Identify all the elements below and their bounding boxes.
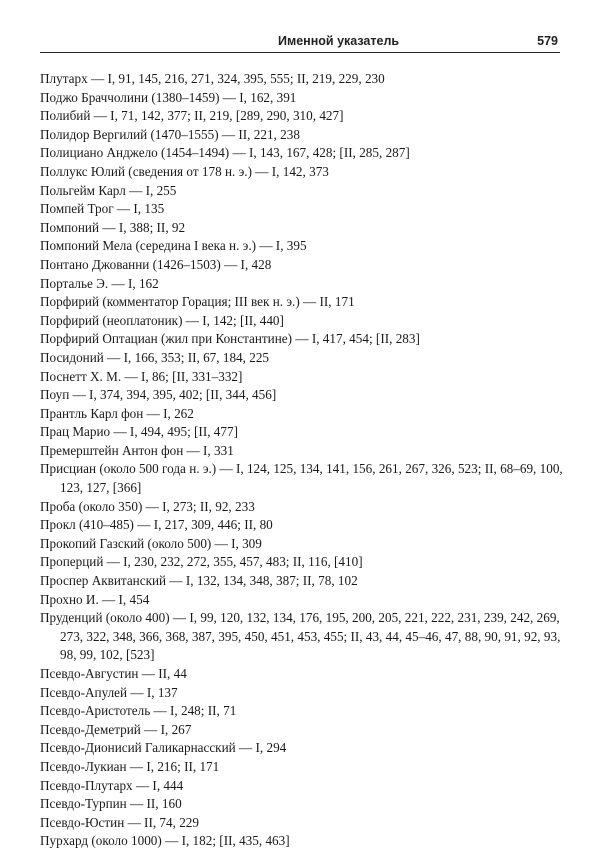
index-entry: Посидоний — I, 166, 353; II, 67, 184, 225 (40, 349, 270, 365)
index-entry: Полициано Анджело (1454–1494) — I, 143, 167, 428; [II, 285, 287] (40, 145, 410, 161)
index-entry: Порфирий (комментатор Горация; III век н. э.) — II, 171 (40, 294, 355, 310)
index-entry: Прокл (410–485) — I, 217, 309, 446; II, 80 (40, 517, 273, 533)
index-entry: Проперций — I, 230, 232, 272, 355, 457, 483; II, 116, [410] (40, 554, 363, 570)
index-entry: Поуп — I, 374, 394, 395, 402; [II, 344, 456] (40, 387, 277, 403)
index-entry: Псевдо-Деметрий — I, 267 (40, 721, 192, 737)
index-entry: Поджо Браччолини (1380–1459) — I, 162, 391 (40, 89, 297, 105)
index-entry: Пурхард (около 1000) — I, 182; [II, 435, 463] (40, 833, 290, 849)
index-entry: Проба (около 350) — I, 273; II, 92, 233 (40, 498, 255, 514)
index-entry: Премерштейн Антон фон — I, 331 (40, 442, 234, 458)
index-entry: Порталье Э. — I, 162 (40, 275, 159, 291)
running-title: Именной указатель (278, 34, 400, 48)
index-entry: Полидор Вергилий (1470–1555) — II, 221, 238 (40, 126, 300, 142)
index-entry: Пруденций (около 400) — I, 99, 120, 132, 134, 176, 195, 200, 205, 221, 222, 231, 239, 242, 269, 273, 322, 348, 366, 368, 387, 395, 450, 451, 453, 455; II, 43, 44, 45–46, 47, 88, 90, 91, 92, 93, 98, 99, 102, [523] (40, 610, 561, 663)
index-entry: Псевдо-Августин — II, 44 (40, 666, 187, 681)
index-entry: Псевдо-Аристотель — I, 248; II, 71 (40, 703, 237, 719)
index-entry: Польгейм Карл — I, 255 (40, 182, 177, 198)
index-entry: Полибий — I, 71, 142, 377; II, 219, [289, 290, 310, 427] (40, 108, 344, 124)
index-entry: Поллукс Юлий (сведения от 178 н. э.) — I, 142, 373 (40, 163, 329, 179)
index-entry: Порфирий Оптациан (жил при Константине) — I, 417, 454; [II, 283] (40, 331, 420, 347)
index-entry: Помпей Трог — I, 135 (40, 201, 165, 217)
index-entry: Псевдо-Дионисий Галикарнасский — I, 294 (40, 740, 287, 756)
index-entry: Псевдо-Лукиан — I, 216; II, 171 (40, 758, 220, 774)
index-entry: Псевдо-Юстин — II, 74, 229 (40, 814, 199, 830)
index-entry: Прокопий Газский (около 500) — I, 309 (40, 535, 262, 551)
index-entry: Проспер Аквитанский — I, 132, 134, 348, 387; II, 78, 102 (40, 573, 358, 589)
index-entry: Помпоний Мела (середина I века н. э.) — I, 395 (40, 238, 307, 254)
index-entry: Порфирий (неоплатоник) — I, 142; [II, 440] (40, 312, 284, 328)
index-entry: Присциан (около 500 года н. э.) — I, 124, 125, 134, 141, 156, 261, 267, 326, 523; II, 68–69, 100, 123, 127, [366] (40, 461, 563, 496)
index-entry: Прантль Карл фон — I, 262 (40, 405, 194, 421)
index-entry: Псевдо-Турпин — II, 160 (40, 796, 182, 812)
running-header (40, 34, 560, 52)
index-entry: Псевдо-Апулей — I, 137 (40, 684, 178, 700)
index-entry: Помпоний — I, 388; II, 92 (40, 219, 186, 235)
index-entry: Прац Марио — I, 494, 495; [II, 477] (40, 424, 238, 440)
header-rule (40, 52, 560, 53)
index-entry: Поснетт Х. М. — I, 86; [II, 331–332] (40, 368, 243, 384)
index-entry: Псевдо-Плутарх — I, 444 (40, 777, 184, 793)
index-entry: Плутарх — I, 91, 145, 216, 271, 324, 395, 555; II, 219, 229, 230 (40, 71, 385, 86)
index-entry: Прохно И. — I, 454 (40, 591, 150, 607)
page-number: 579 (537, 34, 558, 48)
index-entries (40, 70, 568, 851)
index-entry: Понтано Джованни (1426–1503) — I, 428 (40, 256, 272, 272)
